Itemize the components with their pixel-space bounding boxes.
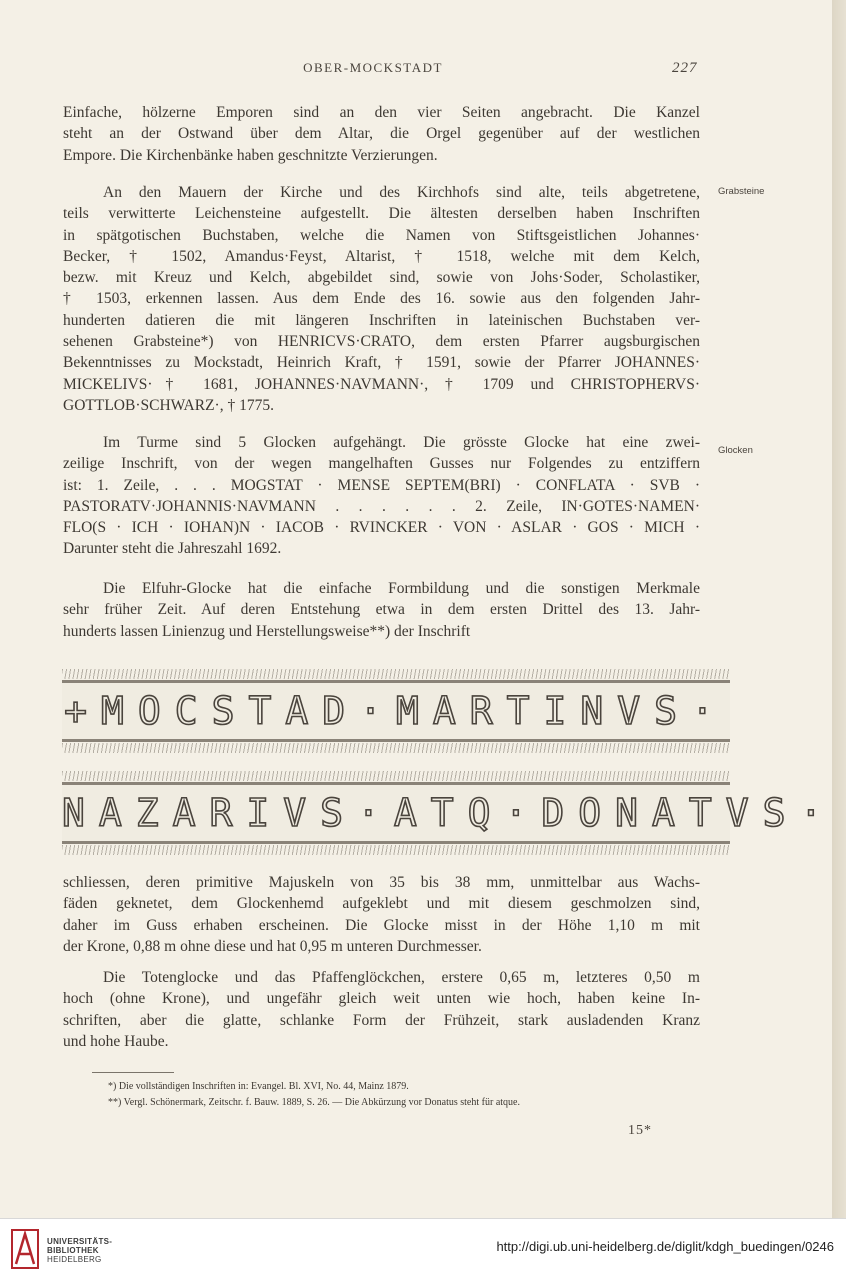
text-line: steht an der Ostwand über dem Altar, die Orgel gegenüber auf der westlichen [63, 125, 700, 143]
text-line: PASTORATV·JOHANNIS·NAVMANN . . . . . . 2. Zeile, IN·GOTES·NAMEN· [63, 497, 700, 515]
text-line: hoch (ohne Krone), und ungefähr gleich weit unten wie hoch, haben keine In- [63, 990, 700, 1008]
footnote-rule [92, 1072, 174, 1073]
text-line: Darunter steht die Jahreszahl 1692. [63, 540, 282, 558]
text-line: Bekenntnisses zu Mockstadt, Heinrich Kraft, † 1591, sowie der Pfarrer JOHANNES· [63, 354, 700, 372]
text-line: ist: 1. Zeile, . . . MOGSTAT · MENSE SEPTEM(BRI) · CONFLATA · SVB · [63, 476, 700, 494]
text-line: schliessen, deren primitive Majuskeln von 35 bis 38 mm, unmittelbar aus Wachs- [63, 874, 700, 891]
text-line: in spätgotischen Buchstaben, welche die Namen von Stiftsgeistlichen Johannes· [63, 226, 700, 244]
text-line: Empore. Die Kirchenbänke haben geschnitzte Verzierungen. [63, 146, 438, 164]
text-line: Becker, † 1502, Amandus·Feyst, Altarist, † 1518, welche mit dem Kelch, [63, 247, 700, 265]
permalink-url[interactable]: http://digi.ub.uni-heidelberg.de/diglit/kdgh_buedingen/0246 [496, 1239, 834, 1254]
text-line: fäden geknetet, dem Glockenhemd aufgeklebt und mit diesem geschmolzen sind, [63, 895, 700, 913]
text-line: MICKELIVS·† 1681, JOHANNES·NAVMANN·, † 1709 und CHRISTOPHERVS· [63, 375, 700, 393]
paragraph-majuskeln [63, 872, 700, 957]
page-number: 227 [672, 60, 698, 76]
text-line: Die Totenglocke und das Pfaffenglöckchen, erstere 0,65 m, letzteres 0,50 m [103, 969, 700, 986]
paragraph-grabsteine [63, 182, 700, 416]
paragraph-glocken [63, 432, 700, 560]
bell-inscription-line-1 [62, 680, 730, 742]
margin-note-glocken: Glocken [718, 445, 753, 456]
bell-inscription-line-2 [62, 782, 837, 844]
footnote-2: **) Vergl. Schönermark, Zeitschr. f. Bauw. 1889, S. 26. — Die Abkürzung vor Donatus steht für atque. [108, 1097, 520, 1108]
institution-line: BIBLIOTHEK [47, 1246, 99, 1255]
viewer-footer [0, 1218, 846, 1279]
margin-note-grabsteine: Grabsteine [718, 186, 765, 197]
text-line: sehr früher Zeit. Auf deren Entstehung etwa in dem ersten Drittel des 13. Jahr- [63, 601, 700, 619]
inscription-text: NAZARIVS·ATQ·DONATVS· [62, 791, 837, 835]
text-line: hunderten datieren die mit längeren Inschriften in lateinischen Buchstaben ver- [63, 311, 700, 329]
inscription-text: +MOCSTAD·MARTINVS· [64, 689, 728, 733]
text-line: Einfache, hölzerne Emporen sind an den vier Seiten angebracht. Die Kanzel [63, 104, 700, 121]
text-line: und hohe Haube. [63, 1032, 169, 1050]
text-line: zeilige Inschrift, von der wegen mangelhaften Gusses nur Folgendes zu entziffern [63, 455, 700, 473]
institution-name [47, 1237, 112, 1264]
institution-line: UNIVERSITÄTS- [47, 1237, 113, 1246]
page-edge [832, 0, 846, 1218]
institution-line: HEIDELBERG [47, 1255, 102, 1264]
text-line: bezw. mit Kreuz und Kelch, abgebildet sind, sowie von Johs·Soder, Scholastiker, [63, 269, 700, 287]
text-line: Im Turme sind 5 Glocken aufgehängt. Die grösste Glocke hat eine zwei- [103, 434, 700, 451]
signature-mark: 15* [628, 1123, 652, 1138]
paragraph-emporen [63, 102, 700, 166]
text-line: GOTTLOB·SCHWARZ·, † 1775. [63, 396, 274, 414]
text-line: sehenen Grabsteine*) von HENRICVS·CRATO, dem ersten Pfarrer augsburgischen [63, 333, 700, 351]
university-library-logo-icon [10, 1226, 40, 1272]
text-line: teils verwitterte Leichensteine aufgestellt. Die ältesten derselben haben Inschriften [63, 205, 700, 223]
text-line: der Krone, 0,88 m ohne diese und hat 0,95 m unteren Durchmesser. [63, 937, 482, 955]
running-title: OBER-MOCKSTADT [303, 60, 443, 75]
paragraph-elfuhr-glocke [63, 578, 700, 642]
text-line: daher im Guss erhaben erscheinen. Die Glocke misst in der Höhe 1,10 m mit [63, 916, 700, 934]
text-line: † 1503, erkennen lassen. Aus dem Ende des 16. sowie aus den folgenden Jahr- [63, 290, 700, 308]
text-line: schriften, aber die glatte, schlanke Form der Frühzeit, stark ausladenden Kranz [63, 1011, 700, 1029]
paragraph-totenglocke [63, 967, 700, 1052]
footnote-1: *) Die vollständigen Inschriften in: Evangel. Bl. XVI, No. 44, Mainz 1879. [108, 1081, 409, 1092]
text-line: An den Mauern der Kirche und des Kirchhofs sind alte, teils abgetretene, [103, 184, 700, 201]
text-line: hunderts lassen Linienzug und Herstellungsweise**) der Inschrift [63, 622, 471, 640]
text-line: FLO(S · ICH · IOHAN)N · IACOB · RVINCKER · VON · ASLAR · GOS · MICH · [63, 519, 700, 537]
text-line: Die Elfuhr-Glocke hat die einfache Formbildung und die sonstigen Merkmale [103, 580, 700, 597]
